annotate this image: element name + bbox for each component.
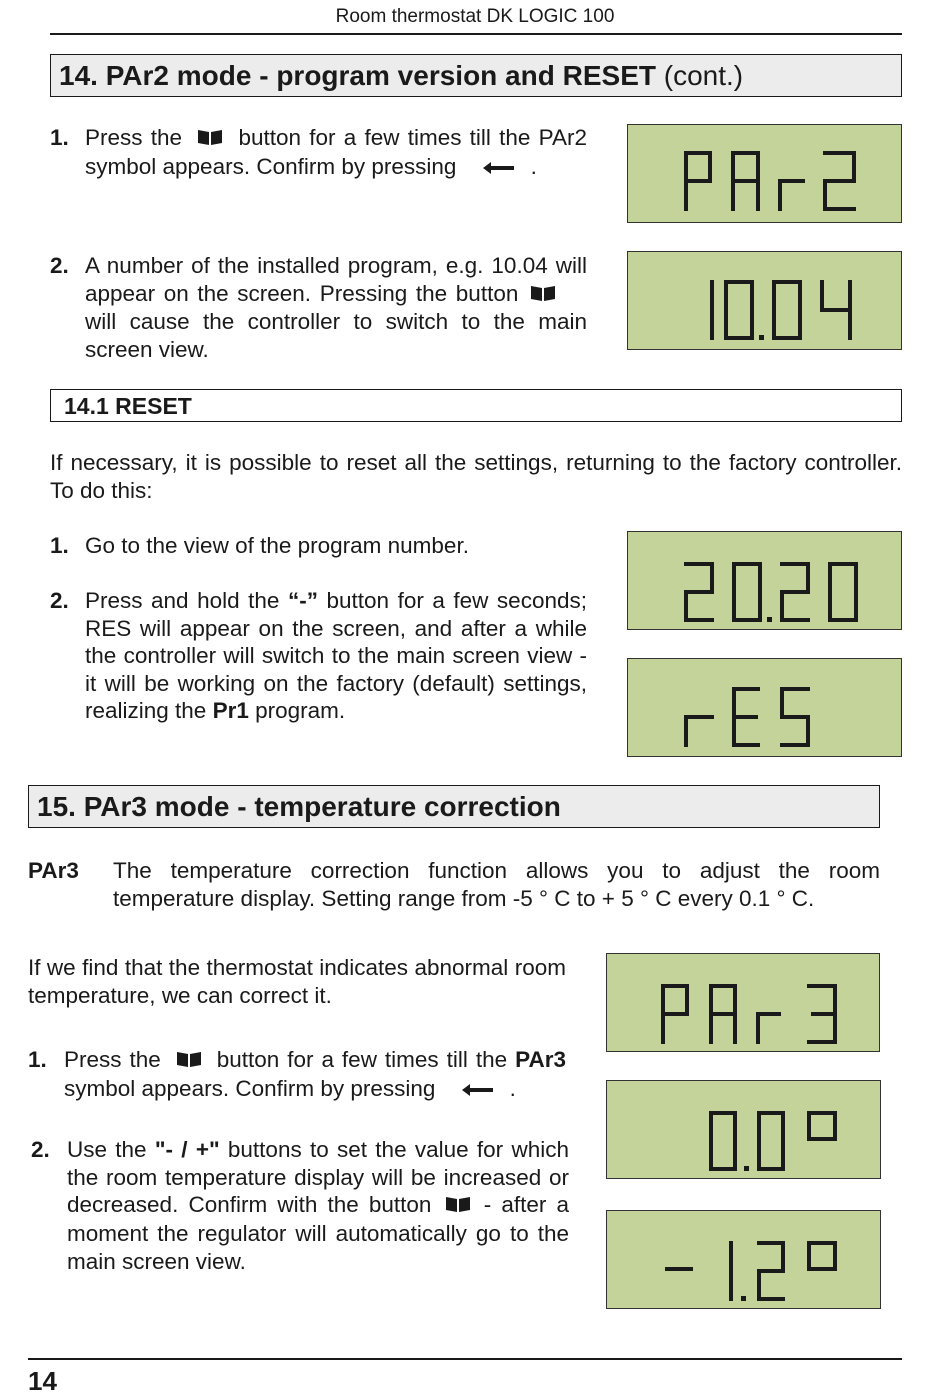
s15-term: PAr3 (28, 858, 79, 883)
header-rule (50, 33, 902, 35)
section-15-title: 15. PAr3 mode - temperature correction (37, 791, 561, 822)
enter-arrow-icon (481, 154, 517, 182)
s15-step2-text-d: - after a moment the regulator will automatically go to the main screen view. (67, 1192, 569, 1274)
s15-step1-text (64, 1046, 566, 1104)
s15-step2-text-b: "- / +" (154, 1137, 220, 1162)
section-15-header (28, 785, 880, 828)
running-header: Room thermostat DK LOGIC 100 (335, 6, 615, 27)
s14-1-step2-text-d: Pr1 (212, 698, 249, 724)
s14-1-step2-text-e: program. (255, 698, 346, 724)
book-icon (175, 1047, 203, 1075)
book-icon (529, 281, 557, 309)
section-14-title-cont: (cont.) (663, 60, 744, 91)
section-14-title-main: 14. PAr2 mode - program version and RESET (59, 60, 656, 91)
lcd-display-correction-value (606, 1210, 881, 1309)
s14-step1-text-c: . (530, 153, 537, 179)
s14-step1-text-a: Press the (85, 125, 183, 150)
s15-step1-text-c: PAr3 (515, 1047, 566, 1072)
s15-step1-text-a: Press the (64, 1047, 161, 1072)
s15-step2-text-c: buttons to set the value for which the room temperature display will be increased or decreased. Confirm with the button (67, 1137, 569, 1218)
lcd-display-correction-zero (606, 1080, 881, 1179)
enter-arrow-icon (460, 1076, 496, 1104)
book-icon (196, 125, 224, 153)
s15-intro: If we find that the thermostat indicates abnormal room temperature, we can correct it. (28, 955, 566, 1008)
s14-1-step1-text: Go to the view of the program number. (85, 533, 469, 558)
lcd-display-reset (627, 658, 902, 757)
section-14-1-title: 14.1 RESET (64, 393, 192, 419)
s14-step2-text (85, 252, 587, 364)
s14-step2-number: 2. (50, 253, 69, 278)
lcd-display-par3 (606, 953, 880, 1052)
s15-term-description: The temperature correction function allows you to adjust the room temperature display. Setting range from -5 ° C to + 5 ° C every 0.1 ° C. (113, 858, 880, 911)
section-14-1-header (50, 389, 902, 422)
s14-step1-number: 1. (50, 125, 69, 150)
s14-1-step2-text-a: Press and hold the (85, 588, 280, 613)
lcd-display-program-version (627, 251, 902, 350)
section-14-header (50, 54, 902, 97)
s14-1-step2-text-c: button for a few seconds; RES will appear on the screen, and after a while the controller will switch to the main screen view - it will be working on the factory (default) settings, realizing the (85, 588, 587, 724)
s14-1-step2-text-b: “-” (287, 588, 318, 613)
section-14-title (59, 61, 743, 91)
s14-step2-text-b: will cause the controller to switch to the main screen view. (85, 309, 587, 363)
lcd-display-par2 (627, 124, 902, 223)
s14-step1-text (85, 124, 587, 182)
s14-1-intro: If necessary, it is possible to reset all the settings, returning to the factory controller. To do this: (50, 450, 902, 503)
s14-1-step2-number: 2. (50, 588, 69, 613)
s14-step1-text-b: button for a few times till the PAr2 symbol appears. Confirm by pressing (85, 125, 587, 179)
s15-step2-text-a: Use the (67, 1137, 147, 1162)
page-number: 14 (28, 1366, 57, 1396)
s15-step1-text-d: symbol appears. Confirm by pressing (64, 1075, 436, 1101)
book-icon (444, 1192, 472, 1220)
s15-step2-number: 2. (31, 1137, 50, 1162)
s15-step2-text (67, 1136, 569, 1275)
s15-step1-number: 1. (28, 1047, 47, 1072)
s15-step1-text-b: button for a few times till the (216, 1047, 508, 1072)
lcd-display-program-number (627, 531, 902, 630)
s14-1-step1-number: 1. (50, 533, 69, 558)
s15-step1-text-e: . (509, 1075, 516, 1101)
s14-step2-text-a: A number of the installed program, e.g. 10.04 will appear on the screen. Pressing the button (85, 253, 587, 306)
footer-rule (28, 1358, 902, 1360)
s14-1-step2-text (85, 587, 587, 725)
